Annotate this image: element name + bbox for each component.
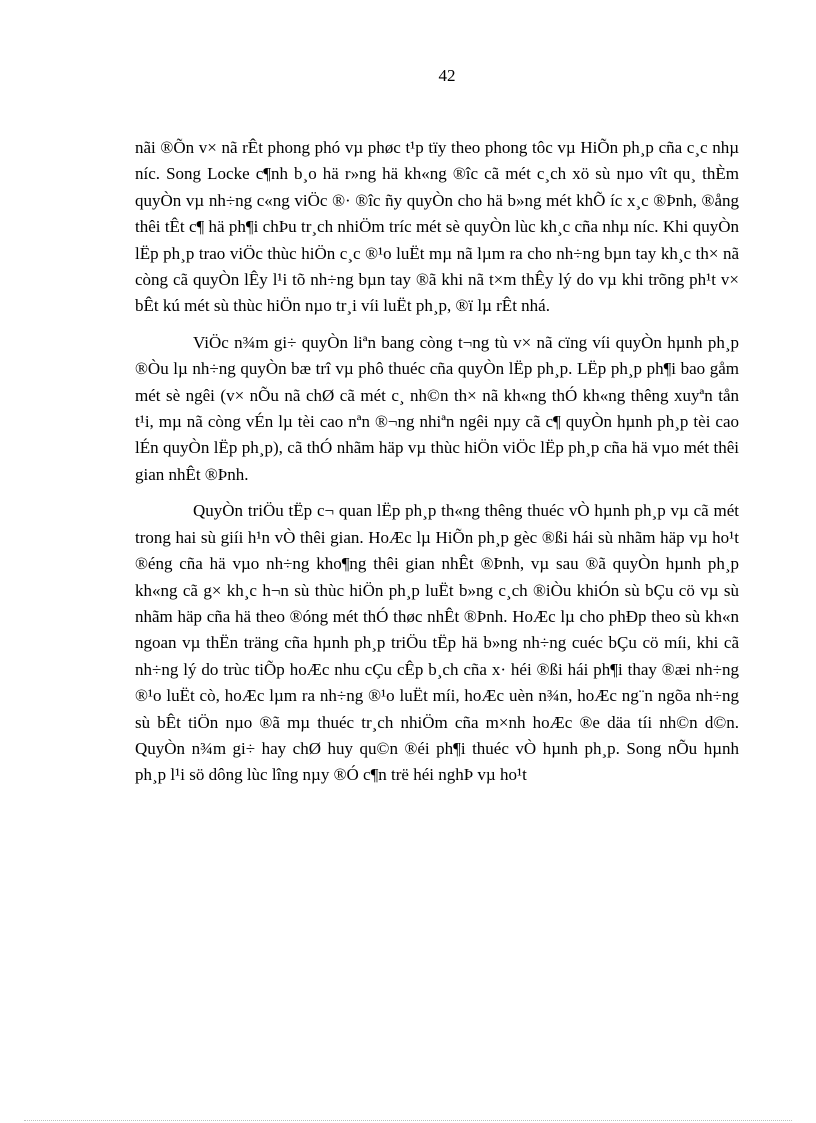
page-bottom-divider [24, 1120, 792, 1121]
paragraph-3: QuyÒn triÖu tËp c¬ quan lËp ph¸p th«ng thêng thuéc vÒ hµnh ph¸p vµ cã mét trong hai sù giíi h¹n vÒ thêi gian. HoÆc lµ HiÕn ph¸p gèc ®ßi hái sù nhãm häp vµ ho¹t ®éng cña hä vµo nh÷ng kho¶ng thêi gian nhÊt ®Þnh, vµ sau ®ã quyÒn hµnh ph¸p kh«ng cã g× kh¸c h¬n sù thùc hiÖn ph¸p luËt b»ng c¸ch ®iÒu khiÓn sù bÇu cö vµ sù nhãm häp cña hä theo ®óng mét thÓ thøc nhÊt ®Þnh. HoÆc lµ cho phÐp theo sù kh«n ngoan vµ thËn träng cña hµnh ph¸p triÖu tËp hä b»ng nh÷ng cuéc bÇu cö míi, khi cã nh÷ng lý do trùc tiÕp hoÆc nhu cÇu cÊp b¸ch cña x· héi ®ßi hái ph¶i thay ®æi nh÷ng ®¹o luËt cò, hoÆc lµm ra nh÷ng ®¹o luËt míi, hoÆc uèn n¾n, hoÆc ng¨n ngõa nh÷ng sù bÊt tiÖn nµo ®ã mµ thuéc tr¸ch nhiÖm cña m×nh hoÆc ®e däa tíi nh©n d©n. QuyÒn n¾m gi÷ hay chØ huy qu©n ®éi ph¶i thuéc vÒ hµnh ph¸p. Song nÕu hµnh ph¸p l¹i sö dông lùc lîng nµy ®Ó c¶n trë héi nghÞ vµ ho¹t [135, 501, 739, 785]
paragraph-2: ViÖc n¾m gi÷ quyÒn liªn bang còng t¬ng tù v× nã cïng víi quyÒn hµnh ph¸p ®Òu lµ nh÷ng quyÒn bæ trî vµ phô thuéc cña quyÒn lËp ph¸p. LËp ph¸p ph¶i bao gåm mét sè ngêi (v× nÕu nã chØ cã mét c¸ nh©n th× nã kh«ng thÓ kh«ng thêng xuyªn tån t¹i, mµ nã còng vÉn lµ tèi cao nªn ®¬ng nhiªn ngêi nµy cã c¶ quyÒn hµnh ph¸p tèi cao lÉn quyÒn lËp ph¸p), cã thÓ nhãm häp vµ thùc hiÖn viÖc lËp ph¸p cña hä vµo mét thêi gian nhÊt ®Þnh. [135, 332, 739, 484]
paragraph-1: nãi ®Õn v× nã rÊt phong phó vµ phøc t¹p tïy theo phong tôc vµ HiÕn ph¸p cña c¸c nhµ níc. Song Locke c¶nh b¸o hä r»ng hä kh«ng ®îc cã mét c¸ch xö sù nµo vît qu¸ thÈm quyÒn vµ nh÷ng c«ng viÖc ®· ®îc ñy quyÒn cho hä b»ng mét khÕ íc x¸c ®Þnh, ®ång thêi tÊt c¶ hä ph¶i chÞu tr¸ch nhiÖm tríc mét sè quyÒn lùc kh¸c cña nhµ níc. Khi quyÒn lËp ph¸p trao viÖc thùc hiÖn c¸c ®¹o luËt mµ nã lµm ra cho nh÷ng bµn tay kh¸c th× nã còng cã quyÒn lÊy l¹i tõ nh÷ng bµn tay ®ã khi nã t×m thÊy lý do vµ khi trõng ph¹t v× bÊt kú mét sù thùc hiÖn nµo tr¸i víi luËt ph¸p, ®ï lµ rÊt nhá. [135, 138, 739, 316]
document-body [135, 135, 739, 789]
page-number: 42 [438, 66, 456, 85]
